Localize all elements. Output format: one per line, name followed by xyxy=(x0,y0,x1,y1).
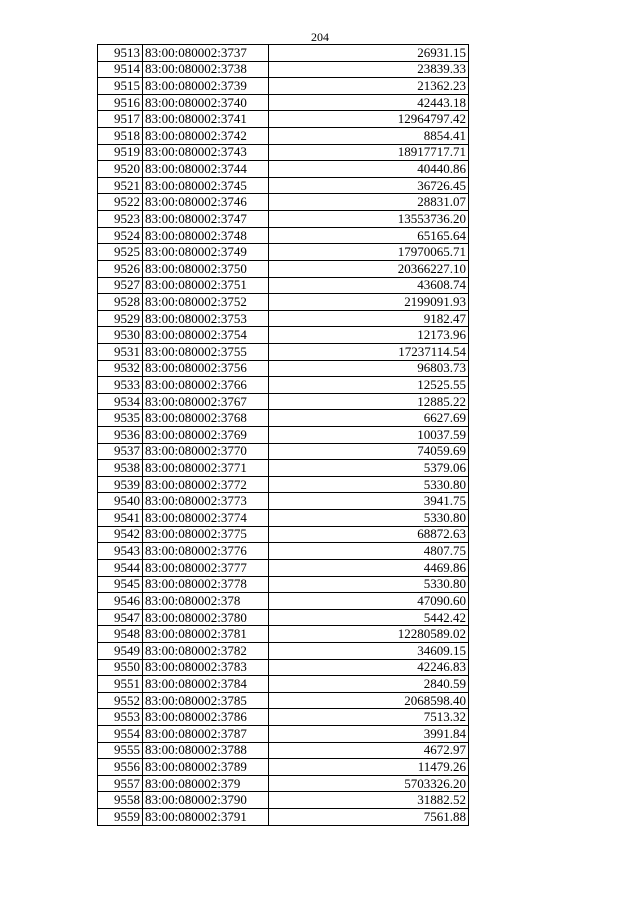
cadastral-number-cell: 83:00:080002:3750 xyxy=(143,260,269,277)
table-row xyxy=(98,78,469,95)
table-row xyxy=(98,443,469,460)
row-number-cell: 9544 xyxy=(98,559,143,576)
table-row xyxy=(98,559,469,576)
table-row xyxy=(98,360,469,377)
cadastral-number-cell: 83:00:080002:3746 xyxy=(143,194,269,211)
value-cell: 5379.06 xyxy=(269,460,469,477)
cadastral-number-cell: 83:00:080002:3739 xyxy=(143,78,269,95)
cadastral-number-cell: 83:00:080002:3775 xyxy=(143,526,269,543)
table-row xyxy=(98,194,469,211)
row-number-cell: 9539 xyxy=(98,476,143,493)
cadastral-number-cell: 83:00:080002:3767 xyxy=(143,393,269,410)
value-cell: 4672.97 xyxy=(269,742,469,759)
cadastral-number-cell: 83:00:080002:3769 xyxy=(143,427,269,444)
cadastral-number-cell: 83:00:080002:3743 xyxy=(143,144,269,161)
table-row xyxy=(98,476,469,493)
row-number-cell: 9537 xyxy=(98,443,143,460)
row-number-cell: 9540 xyxy=(98,493,143,510)
table-row xyxy=(98,510,469,527)
row-number-cell: 9547 xyxy=(98,609,143,626)
cadastral-number-cell: 83:00:080002:3782 xyxy=(143,642,269,659)
row-number-cell: 9532 xyxy=(98,360,143,377)
table-row xyxy=(98,709,469,726)
value-cell: 2199091.93 xyxy=(269,294,469,311)
cadastral-number-cell: 83:00:080002:3768 xyxy=(143,410,269,427)
table-row xyxy=(98,377,469,394)
table-row xyxy=(98,277,469,294)
table-row xyxy=(98,94,469,111)
table-row xyxy=(98,260,469,277)
cadastral-number-cell: 83:00:080002:3756 xyxy=(143,360,269,377)
row-number-cell: 9518 xyxy=(98,128,143,145)
cadastral-number-cell: 83:00:080002:3776 xyxy=(143,543,269,560)
cadastral-number-cell: 83:00:080002:3742 xyxy=(143,128,269,145)
cadastral-number-cell: 83:00:080002:3741 xyxy=(143,111,269,128)
row-number-cell: 9531 xyxy=(98,343,143,360)
cadastral-number-cell: 83:00:080002:3787 xyxy=(143,725,269,742)
cadastral-number-cell: 83:00:080002:3748 xyxy=(143,227,269,244)
table-row xyxy=(98,676,469,693)
table-row xyxy=(98,111,469,128)
cadastral-number-cell: 83:00:080002:3738 xyxy=(143,61,269,78)
cadastral-number-cell: 83:00:080002:3783 xyxy=(143,659,269,676)
value-cell: 12280589.02 xyxy=(269,626,469,643)
cadastral-number-cell: 83:00:080002:3788 xyxy=(143,742,269,759)
cadastral-number-cell: 83:00:080002:378 xyxy=(143,593,269,610)
table-row xyxy=(98,576,469,593)
table-row xyxy=(98,244,469,261)
cadastral-value-table xyxy=(97,44,469,826)
table-row xyxy=(98,543,469,560)
table-row xyxy=(98,775,469,792)
row-number-cell: 9516 xyxy=(98,94,143,111)
cadastral-number-cell: 83:00:080002:3784 xyxy=(143,676,269,693)
row-number-cell: 9533 xyxy=(98,377,143,394)
row-number-cell: 9536 xyxy=(98,427,143,444)
row-number-cell: 9519 xyxy=(98,144,143,161)
value-cell: 5330.80 xyxy=(269,510,469,527)
value-cell: 36726.45 xyxy=(269,177,469,194)
row-number-cell: 9521 xyxy=(98,177,143,194)
row-number-cell: 9554 xyxy=(98,725,143,742)
row-number-cell: 9555 xyxy=(98,742,143,759)
row-number-cell: 9548 xyxy=(98,626,143,643)
cadastral-number-cell: 83:00:080002:3766 xyxy=(143,377,269,394)
row-number-cell: 9525 xyxy=(98,244,143,261)
cadastral-number-cell: 83:00:080002:3745 xyxy=(143,177,269,194)
value-cell: 40440.86 xyxy=(269,161,469,178)
cadastral-number-cell: 83:00:080002:3752 xyxy=(143,294,269,311)
row-number-cell: 9541 xyxy=(98,510,143,527)
cadastral-number-cell: 83:00:080002:3751 xyxy=(143,277,269,294)
cadastral-number-cell: 83:00:080002:3773 xyxy=(143,493,269,510)
value-cell: 12964797.42 xyxy=(269,111,469,128)
value-cell: 17237114.54 xyxy=(269,343,469,360)
cadastral-number-cell: 83:00:080002:3778 xyxy=(143,576,269,593)
cadastral-number-cell: 83:00:080002:379 xyxy=(143,775,269,792)
row-number-cell: 9520 xyxy=(98,161,143,178)
cadastral-number-cell: 83:00:080002:3737 xyxy=(143,45,269,62)
row-number-cell: 9514 xyxy=(98,61,143,78)
value-cell: 34609.15 xyxy=(269,642,469,659)
row-number-cell: 9546 xyxy=(98,593,143,610)
value-cell: 7513.32 xyxy=(269,709,469,726)
table-row xyxy=(98,642,469,659)
table-row xyxy=(98,659,469,676)
table-row xyxy=(98,427,469,444)
value-cell: 47090.60 xyxy=(269,593,469,610)
value-cell: 31882.52 xyxy=(269,792,469,809)
cadastral-number-cell: 83:00:080002:3747 xyxy=(143,211,269,228)
value-cell: 42443.18 xyxy=(269,94,469,111)
cadastral-number-cell: 83:00:080002:3781 xyxy=(143,626,269,643)
cadastral-number-cell: 83:00:080002:3754 xyxy=(143,327,269,344)
table-row xyxy=(98,227,469,244)
table-row xyxy=(98,593,469,610)
value-cell: 5330.80 xyxy=(269,476,469,493)
row-number-cell: 9557 xyxy=(98,775,143,792)
row-number-cell: 9551 xyxy=(98,676,143,693)
table-row xyxy=(98,725,469,742)
table-row xyxy=(98,343,469,360)
cadastral-number-cell: 83:00:080002:3780 xyxy=(143,609,269,626)
cadastral-number-cell: 83:00:080002:3740 xyxy=(143,94,269,111)
value-cell: 43608.74 xyxy=(269,277,469,294)
row-number-cell: 9530 xyxy=(98,327,143,344)
row-number-cell: 9534 xyxy=(98,393,143,410)
table-row xyxy=(98,61,469,78)
row-number-cell: 9526 xyxy=(98,260,143,277)
value-cell: 5703326.20 xyxy=(269,775,469,792)
cadastral-number-cell: 83:00:080002:3791 xyxy=(143,809,269,826)
value-cell: 2068598.40 xyxy=(269,692,469,709)
cadastral-number-cell: 83:00:080002:3789 xyxy=(143,759,269,776)
row-number-cell: 9556 xyxy=(98,759,143,776)
table-row xyxy=(98,294,469,311)
value-cell: 3991.84 xyxy=(269,725,469,742)
cadastral-number-cell: 83:00:080002:3749 xyxy=(143,244,269,261)
page-number: 204 xyxy=(311,30,329,44)
table-row xyxy=(98,626,469,643)
table-row xyxy=(98,161,469,178)
row-number-cell: 9550 xyxy=(98,659,143,676)
table-row xyxy=(98,310,469,327)
row-number-cell: 9529 xyxy=(98,310,143,327)
row-number-cell: 9513 xyxy=(98,45,143,62)
row-number-cell: 9559 xyxy=(98,809,143,826)
cadastral-number-cell: 83:00:080002:3744 xyxy=(143,161,269,178)
cadastral-number-cell: 83:00:080002:3777 xyxy=(143,559,269,576)
value-cell: 12173.96 xyxy=(269,327,469,344)
table-row xyxy=(98,609,469,626)
cadastral-number-cell: 83:00:080002:3771 xyxy=(143,460,269,477)
table-row xyxy=(98,809,469,826)
value-cell: 6627.69 xyxy=(269,410,469,427)
table-row xyxy=(98,327,469,344)
value-cell: 7561.88 xyxy=(269,809,469,826)
value-cell: 13553736.20 xyxy=(269,211,469,228)
cadastral-number-cell: 83:00:080002:3790 xyxy=(143,792,269,809)
value-cell: 21362.23 xyxy=(269,78,469,95)
cadastral-number-cell: 83:00:080002:3785 xyxy=(143,692,269,709)
row-number-cell: 9542 xyxy=(98,526,143,543)
row-number-cell: 9527 xyxy=(98,277,143,294)
value-cell: 26931.15 xyxy=(269,45,469,62)
value-cell: 3941.75 xyxy=(269,493,469,510)
value-cell: 5442.42 xyxy=(269,609,469,626)
value-cell: 4469.86 xyxy=(269,559,469,576)
row-number-cell: 9552 xyxy=(98,692,143,709)
cadastral-number-cell: 83:00:080002:3753 xyxy=(143,310,269,327)
cadastral-number-cell: 83:00:080002:3770 xyxy=(143,443,269,460)
row-number-cell: 9524 xyxy=(98,227,143,244)
value-cell: 4807.75 xyxy=(269,543,469,560)
table-row xyxy=(98,759,469,776)
row-number-cell: 9549 xyxy=(98,642,143,659)
value-cell: 12525.55 xyxy=(269,377,469,394)
value-cell: 2840.59 xyxy=(269,676,469,693)
value-cell: 18917717.71 xyxy=(269,144,469,161)
row-number-cell: 9523 xyxy=(98,211,143,228)
value-cell: 28831.07 xyxy=(269,194,469,211)
table-body xyxy=(98,45,469,826)
value-cell: 10037.59 xyxy=(269,427,469,444)
table-row xyxy=(98,144,469,161)
value-cell: 65165.64 xyxy=(269,227,469,244)
cadastral-number-cell: 83:00:080002:3772 xyxy=(143,476,269,493)
row-number-cell: 9553 xyxy=(98,709,143,726)
value-cell: 11479.26 xyxy=(269,759,469,776)
value-cell: 9182.47 xyxy=(269,310,469,327)
row-number-cell: 9517 xyxy=(98,111,143,128)
table-row xyxy=(98,493,469,510)
table-row xyxy=(98,742,469,759)
table-row xyxy=(98,692,469,709)
row-number-cell: 9538 xyxy=(98,460,143,477)
row-number-cell: 9535 xyxy=(98,410,143,427)
value-cell: 12885.22 xyxy=(269,393,469,410)
value-cell: 96803.73 xyxy=(269,360,469,377)
table-row xyxy=(98,211,469,228)
row-number-cell: 9543 xyxy=(98,543,143,560)
table-row xyxy=(98,128,469,145)
table-row xyxy=(98,526,469,543)
table-row xyxy=(98,460,469,477)
value-cell: 68872.63 xyxy=(269,526,469,543)
value-cell: 23839.33 xyxy=(269,61,469,78)
value-cell: 42246.83 xyxy=(269,659,469,676)
cadastral-number-cell: 83:00:080002:3786 xyxy=(143,709,269,726)
value-cell: 74059.69 xyxy=(269,443,469,460)
table-row xyxy=(98,393,469,410)
table-row xyxy=(98,792,469,809)
cadastral-number-cell: 83:00:080002:3755 xyxy=(143,343,269,360)
table-row xyxy=(98,410,469,427)
value-cell: 8854.41 xyxy=(269,128,469,145)
value-cell: 20366227.10 xyxy=(269,260,469,277)
row-number-cell: 9558 xyxy=(98,792,143,809)
cadastral-number-cell: 83:00:080002:3774 xyxy=(143,510,269,527)
value-cell: 17970065.71 xyxy=(269,244,469,261)
value-cell: 5330.80 xyxy=(269,576,469,593)
row-number-cell: 9545 xyxy=(98,576,143,593)
row-number-cell: 9522 xyxy=(98,194,143,211)
table-row xyxy=(98,177,469,194)
row-number-cell: 9515 xyxy=(98,78,143,95)
row-number-cell: 9528 xyxy=(98,294,143,311)
table-row xyxy=(98,45,469,62)
